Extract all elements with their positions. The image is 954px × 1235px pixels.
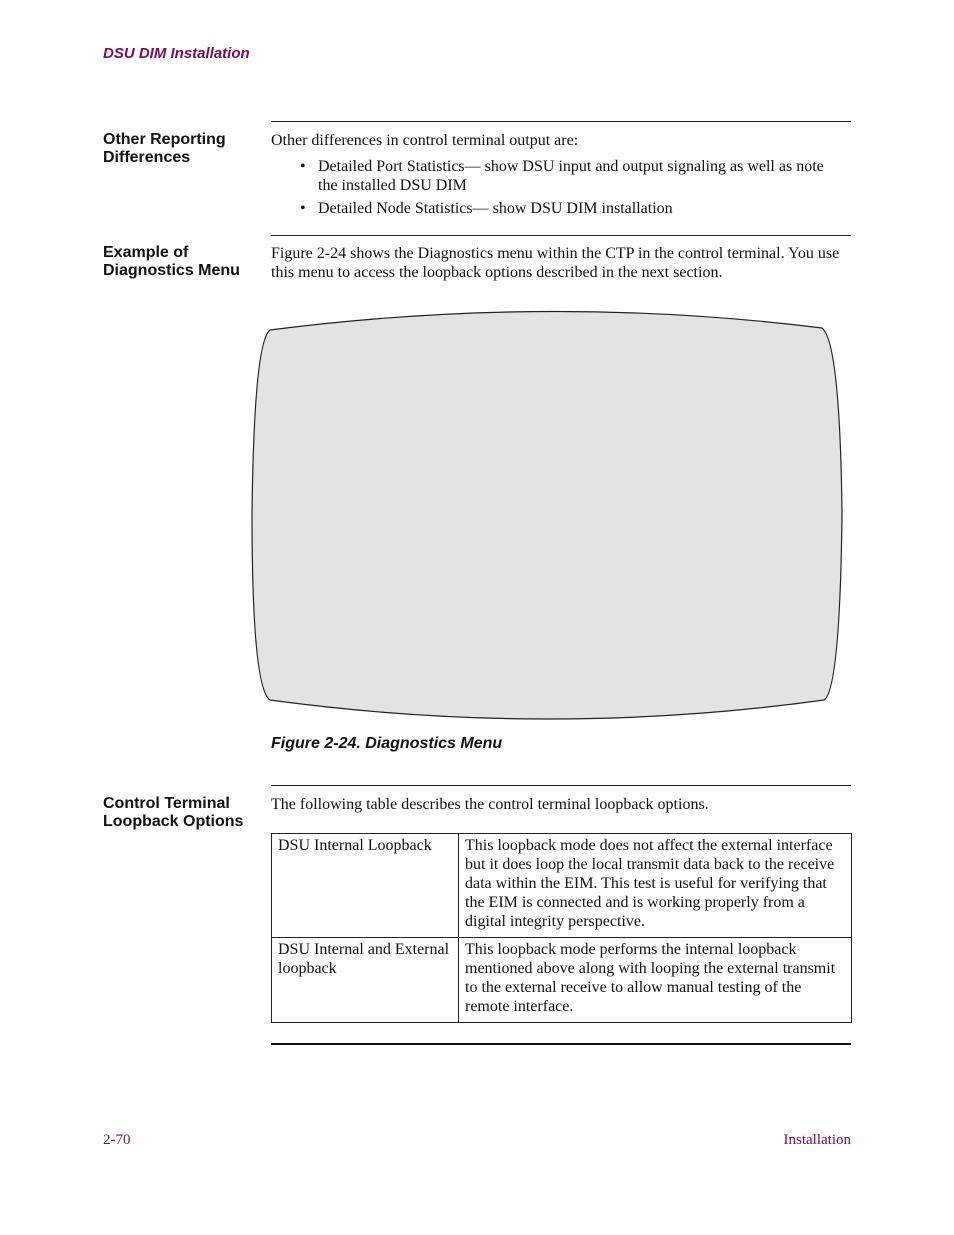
chapter-name: Installation xyxy=(783,1132,851,1148)
section-end-rule xyxy=(271,1043,851,1045)
table-cell-option: DSU Internal and External loopback xyxy=(272,938,459,1023)
page-number: 2-70 xyxy=(103,1132,131,1148)
section-divider xyxy=(271,121,851,122)
other-reporting-bullet-list xyxy=(300,157,840,222)
section-divider xyxy=(271,235,851,236)
bullet-text: Detailed Port Statistics— show DSU input and output signaling as well as note the installed DSU DIM xyxy=(318,158,824,194)
terminal-screen-outline xyxy=(252,311,842,719)
figure-caption: Figure 2-24. Diagnostics Menu xyxy=(271,735,503,752)
table-row xyxy=(272,938,852,1023)
running-header: DSU DIM Installation xyxy=(103,45,250,62)
section-heading-diagnostics-example: Example of Diagnostics Menu xyxy=(103,244,240,279)
table-row xyxy=(272,834,852,938)
diagnostics-example-text: Figure 2-24 shows the Diagnostics menu within the CTP in the control terminal. You use this menu to access the loopback options described in the next section. xyxy=(271,245,840,281)
section-heading-other-reporting: Other Reporting Differences xyxy=(103,131,226,166)
bullet-text: Detailed Node Statistics— show DSU DIM installation xyxy=(318,200,673,217)
section-divider xyxy=(271,785,851,786)
list-item xyxy=(300,157,840,195)
loopback-options-intro: The following table describes the control terminal loopback options. xyxy=(271,796,709,813)
list-item xyxy=(300,199,840,218)
terminal-screen-figure xyxy=(250,302,844,726)
table-cell-description: This loopback mode performs the internal loopback mentioned above along with looping the external transmit to the external receive to allow manual testing of the remote interface. xyxy=(459,938,852,1023)
bullet-icon: • xyxy=(300,200,306,217)
other-reporting-intro: Other differences in control terminal output are: xyxy=(271,132,579,149)
table-cell-description: This loopback mode does not affect the external interface but it does loop the local transmit data back to the receive data within the EIM. This test is useful for verifying that the EIM is connected and is working properly from a digital integrity perspective. xyxy=(459,834,852,938)
loopback-options-table xyxy=(271,833,852,1023)
section-heading-loopback-options: Control Terminal Loopback Options xyxy=(103,795,244,830)
bullet-icon: • xyxy=(300,158,306,175)
table-cell-option: DSU Internal Loopback xyxy=(272,834,459,938)
